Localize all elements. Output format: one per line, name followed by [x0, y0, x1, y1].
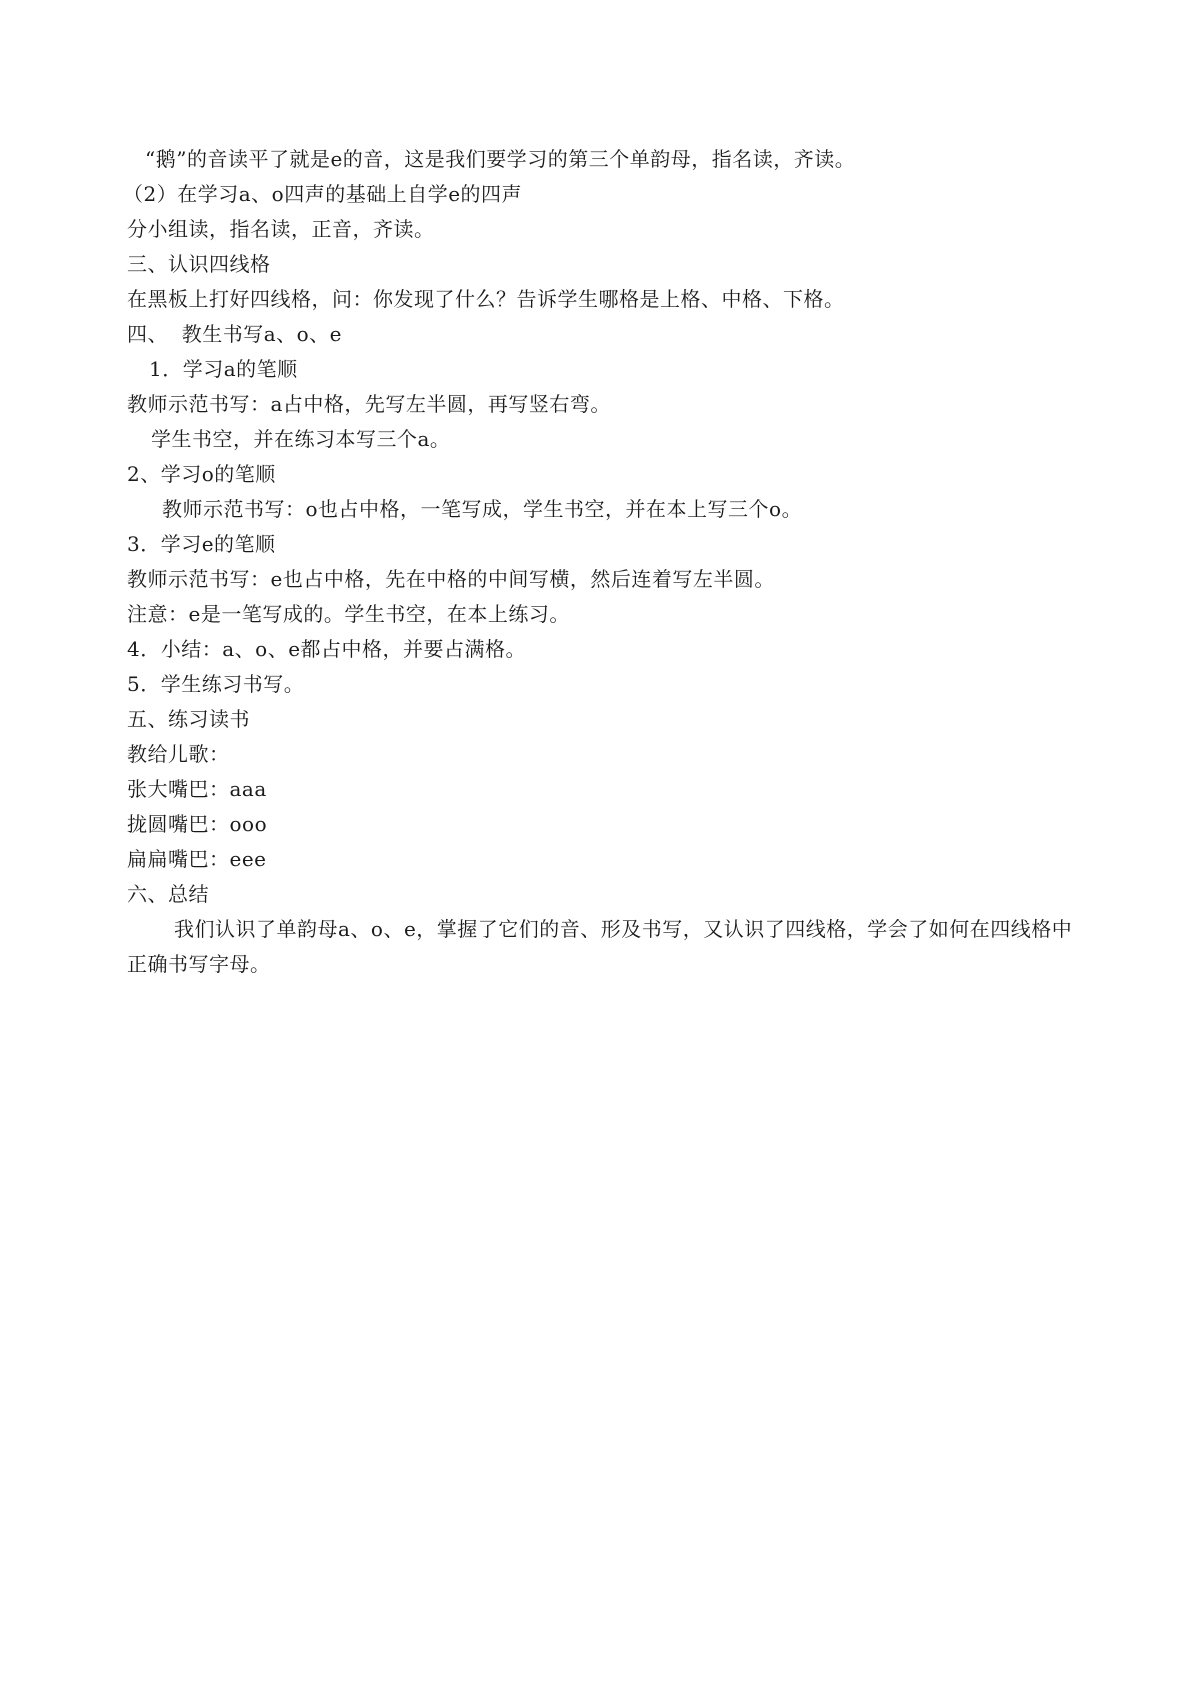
text-line: 5．学生练习书写。 [127, 672, 305, 696]
rhyme-line: 张大嘴巴：aaa [127, 777, 267, 801]
text-line: 教给儿歌： [127, 742, 230, 766]
document-body [123, 142, 1077, 982]
rhyme-line: 拢圆嘴巴：ooo [127, 812, 268, 836]
text-line: “鹅”的音读平了就是e的音，这是我们要学习的第三个单韵母，指名读，齐读。 [145, 147, 856, 171]
text-line: 教师示范书写：o也占中格，一笔写成，学生书空，并在本上写三个o。 [162, 497, 803, 521]
text-line: 注意：e是一笔写成的。学生书空，在本上练习。 [127, 602, 570, 626]
text-line: 4．小结：a、o、e都占中格，并要占满格。 [127, 637, 527, 661]
section-heading: 四、 教生书写a、o、e [127, 322, 343, 346]
text-line: （2）在学习a、o四声的基础上自学e的四声 [123, 182, 523, 206]
text-line: 教师示范书写：a占中格，先写左半圆，再写竖右弯。 [127, 392, 611, 416]
sub-heading: 3．学习e的笔顺 [127, 532, 276, 556]
section-heading: 六、总结 [127, 882, 209, 906]
section-heading: 五、练习读书 [127, 707, 250, 731]
sub-heading: 1．学习a的笔顺 [149, 357, 298, 381]
text-line: 在黑板上打好四线格，问：你发现了什么？告诉学生哪格是上格、中格、下格。 [127, 287, 845, 311]
summary-paragraph: 我们认识了单韵母a、o、e，掌握了它们的音、形及书写，又认识了四线格，学会了如何在四线格中正确书写字母。 [127, 917, 1073, 976]
text-line: 教师示范书写：e也占中格，先在中格的中间写横，然后连着写左半圆。 [127, 567, 775, 591]
sub-heading: 2、学习o的笔顺 [127, 462, 276, 486]
section-heading: 三、认识四线格 [127, 252, 271, 276]
rhyme-line: 扁扁嘴巴：eee [127, 847, 267, 871]
text-line: 分小组读，指名读，正音，齐读。 [127, 217, 435, 241]
text-line: 学生书空，并在练习本写三个a。 [151, 427, 451, 451]
